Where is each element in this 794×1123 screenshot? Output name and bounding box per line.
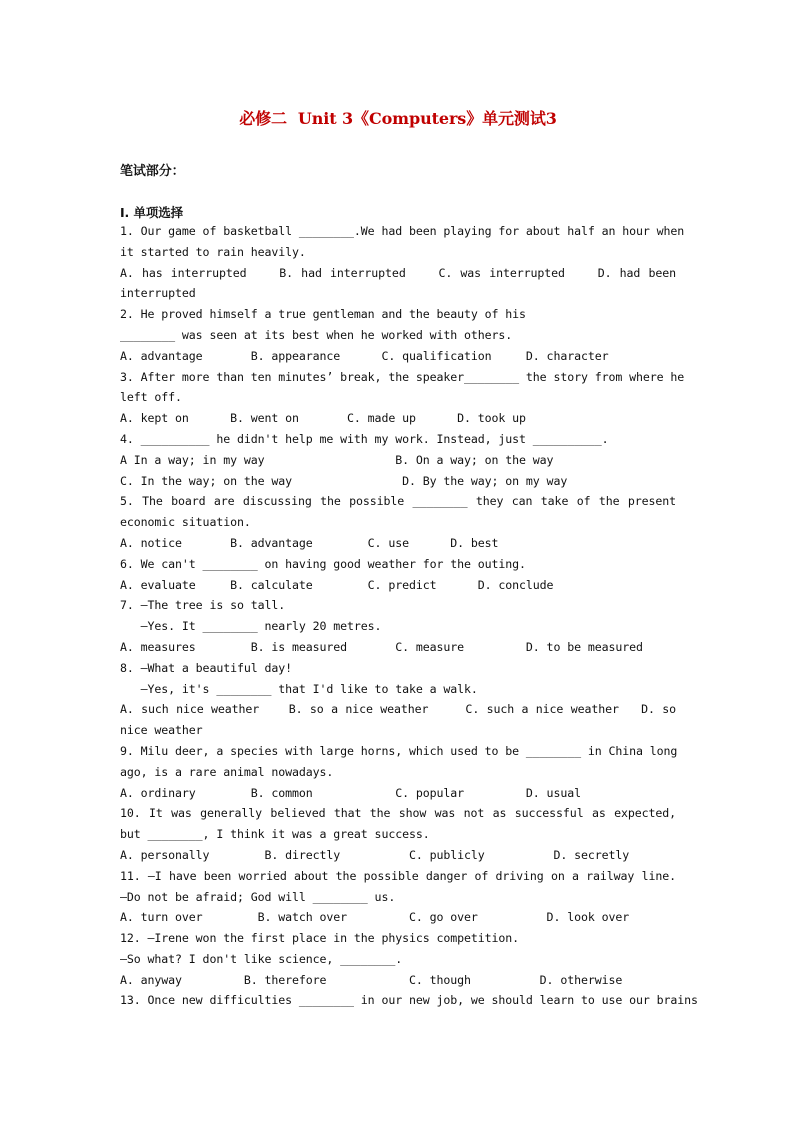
text-line: nice weather — [120, 723, 203, 738]
text-line: A. turn over B. watch over C. go over D. look over — [120, 910, 630, 925]
section-heading: 笔试部分： — [120, 164, 185, 179]
text-line: 1. Our game of basketball ________.We had been playing for about half an hour when — [120, 224, 685, 238]
text-line: 3. After more than ten minutes’ break, the speaker________ the story from where he — [120, 369, 685, 384]
text-line: C. In the way; on the way D. By the way; on my way — [120, 473, 568, 488]
text-line: ago, is a rare animal nowadays. — [120, 764, 334, 779]
question-list — [120, 221, 698, 1011]
text-line: 8. —What a beautiful day! — [120, 660, 293, 675]
text-line: 9. Milu deer, a species with large horns, which used to be ________ in China long — [120, 743, 678, 758]
text-line: A. such nice weather B. so a nice weather C. such a nice weather D. so — [120, 702, 676, 717]
text-line: A. evaluate B. calculate C. predict D. conclude — [120, 577, 554, 592]
text-line: A. personally B. directly C. publicly D. secretly — [120, 847, 630, 862]
text-line: A. anyway B. therefore C. though D. otherwise — [120, 972, 623, 987]
text-line: A In a way; in my way B. On a way; on the way — [120, 452, 554, 467]
text-line: A. measures B. is measured C. measure D. to be measured — [120, 639, 643, 654]
text-line: 6. We can't ________ on having good weather for the outing. — [120, 556, 526, 571]
text-line: it started to rain heavily. — [120, 244, 306, 259]
text-line: —Yes. It ________ nearly 20 metres. — [120, 619, 382, 634]
text-line: 7. —The tree is so tall. — [120, 598, 286, 613]
text-line: A. has interrupted B. had interrupted C. was interrupted D. had been — [120, 265, 676, 280]
text-line: 2. He proved himself a true gentleman and the beauty of his — [120, 307, 526, 322]
text-line: but ________, I think it was a great success. — [120, 827, 430, 842]
text-line: A. kept on B. went on C. made up D. took up — [120, 411, 526, 426]
text-line: 11. —I have been worried about the possible danger of driving on a railway line. — [120, 868, 676, 883]
text-line: left off. — [120, 390, 182, 405]
text-line: —So what? I don't like science, ________. — [120, 951, 403, 966]
text-line: 12. —Irene won the first place in the physics competition. — [120, 931, 520, 946]
text-line: ________ was seen at its best when he worked with others. — [120, 327, 513, 342]
part-heading: I. 单项选择 — [120, 205, 184, 220]
text-line: interrupted — [120, 286, 196, 301]
text-line: —Do not be afraid; God will ________ us. — [120, 889, 396, 904]
text-line: A. advantage B. appearance C. qualification D. character — [120, 348, 609, 363]
text-line: A. notice B. advantage C. use D. best — [120, 535, 499, 550]
text-line: 5. The board are discussing the possible ________ they can take of the present — [120, 494, 676, 509]
text-line: —Yes, it's ________ that I'd like to take a walk. — [120, 681, 478, 696]
text-line: 13. Once new difficulties ________ in our new job, we should learn to use our brains — [120, 993, 698, 1008]
page-title: 必修二 Unit 3《Computers》单元测试3 — [239, 109, 557, 128]
text-line: 10. It was generally believed that the show was not as successful as expected, — [120, 806, 676, 821]
text-line: A. ordinary B. common C. popular D. usual — [120, 785, 581, 800]
text-line: 4. __________ he didn't help me with my work. Instead, just __________. — [120, 431, 609, 446]
text-line: economic situation. — [120, 515, 251, 530]
